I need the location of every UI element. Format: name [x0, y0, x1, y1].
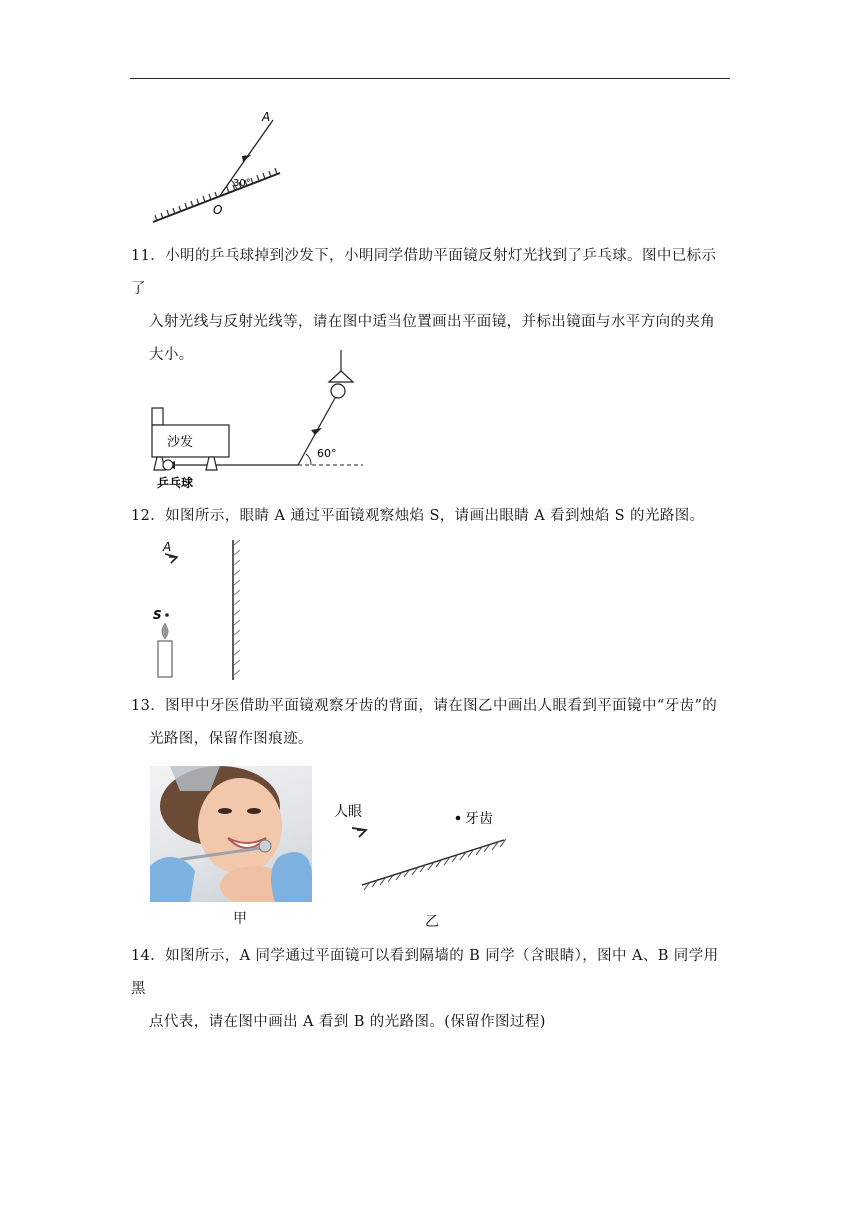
point-label: O — [213, 203, 223, 217]
question-text: 大小。 — [149, 347, 194, 363]
question-text: 小明的乒乓球掉到沙发下，小明同学借助平面镜反射灯光找到了乒乓球。图中已标示了 — [131, 248, 717, 297]
face — [198, 778, 282, 874]
question-text: 点代表，请在图中画出 A 看到 B 的光路图。(保留作图过程) — [149, 1014, 546, 1030]
question-number: 11． — [131, 248, 166, 264]
eye-icon — [352, 828, 366, 837]
question-text: 图甲中牙医借助平面镜观察牙齿的背面，请在图乙中画出人眼看到平面镜中“牙齿”的 — [165, 698, 718, 714]
angle-label: 30° — [233, 178, 251, 189]
eye-icon — [165, 554, 177, 563]
glove-right — [271, 852, 312, 902]
eye-left — [218, 808, 232, 814]
ray-arrowhead — [242, 155, 251, 162]
question-text: 入射光线与反射光线等，请在图中适当位置画出平面镜，并标出镜面与水平方向的夹角 — [149, 314, 716, 330]
figure-reflection-30 — [145, 105, 290, 230]
candle-label: S — [153, 608, 162, 622]
question-13 — [131, 690, 731, 756]
dental-mirror-head — [259, 840, 271, 852]
question-text: 如图所示，眼睛 A 通过平面镜观察烛焰 S，请画出眼睛 A 看到烛焰 S 的光路图。 — [165, 508, 705, 524]
ping-pong-ball — [163, 460, 173, 470]
question-12 — [131, 500, 731, 533]
header-rule — [130, 78, 730, 79]
figure-eye-candle-mirror — [145, 535, 255, 685]
eye-label: A — [163, 540, 172, 554]
caption-left: 甲 — [233, 911, 247, 927]
lamp-icon — [329, 350, 353, 398]
question-number: 12． — [131, 508, 166, 524]
figure-eye-tooth-mirror — [330, 790, 520, 900]
dentist-photo — [150, 766, 312, 902]
question-number: 14． — [131, 948, 166, 964]
tooth-label: 牙齿 — [465, 811, 493, 827]
candle-flame — [162, 623, 168, 639]
sofa-label: 沙发 — [167, 435, 194, 450]
eye-label: 人眼 — [334, 804, 362, 820]
flame-point — [165, 613, 169, 617]
ball-label: 乒乓球 — [157, 476, 194, 490]
question-text: 光路图，保留作图痕迹。 — [149, 731, 313, 747]
ray-arrowhead — [311, 428, 322, 435]
tooth-point — [456, 816, 461, 821]
candle-body — [158, 641, 172, 677]
caption-right: 乙 — [425, 914, 439, 930]
eye-right — [247, 808, 261, 814]
question-number: 13． — [131, 698, 166, 714]
angle-label: 60° — [317, 447, 337, 460]
ray-label: A — [262, 110, 271, 124]
question-14 — [131, 940, 731, 1039]
question-text: 如图所示，A 同学通过平面镜可以看到隔墙的 B 同学（含眼睛），图中 A、B 同学用黑 — [131, 948, 719, 997]
angle-arc — [306, 454, 311, 465]
glove-left — [150, 857, 195, 902]
mirror-hatching — [234, 540, 240, 675]
figure-sofa-lamp — [145, 345, 375, 495]
